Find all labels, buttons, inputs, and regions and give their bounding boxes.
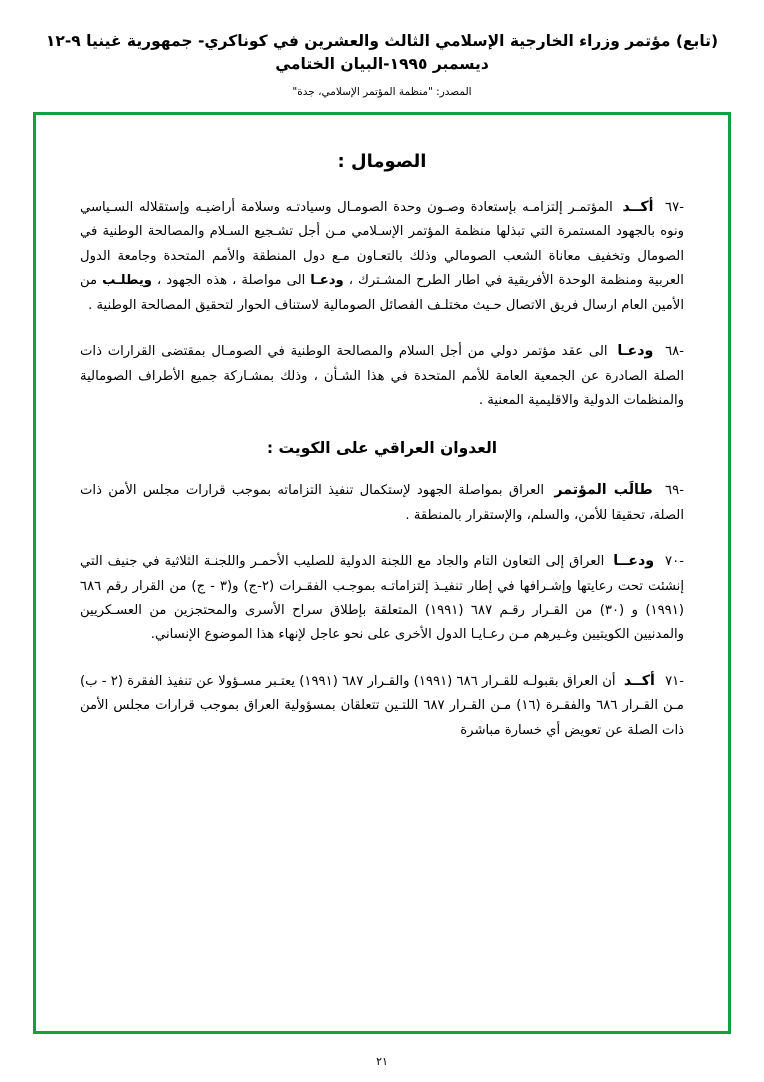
paragraph-text-67-b: الى مواصلة ، هذه الجهود ،	[157, 273, 306, 289]
document-header	[0, 0, 764, 98]
paragraph-lead-68: ودعـا	[617, 343, 654, 360]
document-title: (تابع) مؤتمر وزراء الخارجية الإسلامي الثالث والعشرين في كوناكري- جمهورية غينيا ٩-١٢ ديسمبر ١٩٩٥-البيان الختامي	[45, 32, 719, 74]
paragraph-text-69: العراق بمواصلة الجهود لإستكمال تنفيذ التزاماته بموجب قرارات مجلس الأمن ذات الصلة، تحقيقا للأمن، والسلم، والإستقرار بالمنطقة .	[80, 483, 684, 523]
paragraph-71	[80, 668, 684, 743]
section-title-iraq-kuwait: العدوان العراقي على الكويت :	[266, 439, 498, 458]
paragraph-number-70: -٧٠	[665, 554, 684, 570]
paragraph-lead-69: طالَب المؤتمر	[554, 482, 653, 499]
paragraph-text-67: المؤتمـر إلتزامـه بإستعادة وصـون وحدة الصومـال وسيادتـه وسلامة أراضيـه وإستقلاله السـياسي ونوه بالجهود المستمرة التي تبذلها منظمة المؤتمر الإسـلامي مـن أجل تشـجيع السـلام والمصالحة الوطنية في الصومال وتخفيف معاناة الشعب الصومالي وذلك بالتعـاون مـع دول المنطقة والأمم المتحدة وجامعة الدول العربية ومنظمة الوحدة الأفريقية في اطار الطرح المشـتر‌ك ،	[80, 200, 684, 289]
document-source: المصدر: "منظمة المؤتمر الإسلامي، جدة"	[292, 85, 472, 98]
paragraph-number-69: -٦٩	[665, 483, 684, 499]
paragraph-text-68: الى عقد مؤتمر دولي من أجل السلام والمصالحة الوطنية في الصومـال بمقتضى القرارات ذات الصلة الصادرة عن الجمعية العامة للأمم المتحدة في هذا الشـأن ، وذلك بمشـاركة جميع الأطراف الصومالية والمنظمات الدولية والاقليمية المعنية .	[80, 344, 684, 408]
paragraph-text-67-c: من الأمين العام ارسال فريق الاتصال حـيث مختلـف الفصائل الصومالية لاستناف الحوار لتحقيق المصالحة الوطنية .	[80, 273, 684, 313]
paragraph-lead-67: أكــد	[622, 199, 654, 215]
paragraph-number-68: -٦٨	[665, 344, 685, 360]
paragraph-text-70: العراق إلى التعاون التام والجاد مع اللجنة الدولية للصليب الأحمـر واللجنـة الثلاثية في جنيف التي إنشئت تحت رعايتها وإشـرافها في إطار تنفيـذ إلتزاماتـه بموجـب الفقـرات (٢-ج) و(٣ - ج) من القرار رقم ٦٨٦ (١٩٩١) و (٣٠) من القـرار رقـم ٦٨٧ (١٩٩١) المتعلقة بإطلاق سراح الأسرى والمحتجزين من العسـكريين والمدنيين الكويتيين وغـيرهم مـن رعـايـا الدول الأخرى على نحو عاجل لإنهاء هذا الموضوع الإنساني.	[80, 554, 685, 643]
paragraph-emph-67-a: ودعـا	[310, 273, 344, 289]
paragraph-69	[80, 477, 684, 528]
paragraph-number-71: -٧١	[665, 673, 684, 689]
paragraph-lead-70: ودعــا	[613, 553, 655, 570]
paragraph-lead-71: أكــد	[623, 672, 655, 689]
section-title-somalia: الصومال :	[337, 151, 427, 172]
paragraph-67	[80, 194, 684, 318]
content-body	[36, 115, 728, 773]
page-number: ٢١	[376, 1055, 388, 1068]
paragraph-emph-67-b: ويطلـب	[102, 273, 152, 289]
paragraph-70	[80, 548, 684, 648]
paragraph-text-71: أن العراق بقبولـه للقـرار ٦٨٦ (١٩٩١) والقـرار ٦٨٧ (١٩٩١) يعتـبر مسـؤولا عن تنفيذ الفقرة (٢ - ب) مـن القـرار ٦٨٦ والفقـرة (١٦) مـن القـرار ٦٨٧ اللتـين تتعلقان بمسؤولية العراق بموجب قرارات مجلس الأمن ذات الصلة عن تعويض أي خسارة مباشرة	[80, 673, 684, 738]
paragraph-68	[80, 338, 684, 413]
paragraph-number-67: -٦٧	[665, 200, 684, 215]
content-frame	[33, 112, 731, 1034]
